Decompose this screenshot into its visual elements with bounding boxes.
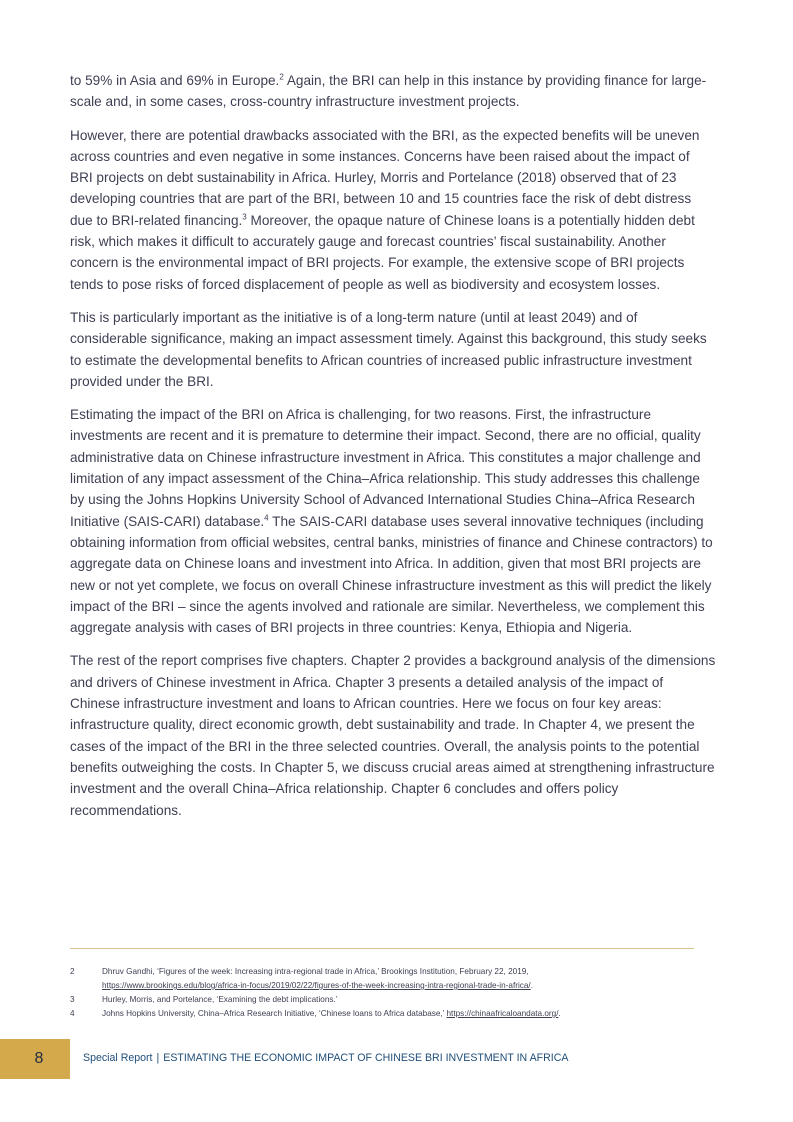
footnote-divider (70, 948, 694, 949)
page-number-box (0, 1039, 70, 1079)
paragraph-text: The rest of the report comprises five chapters. Chapter 2 provides a background analysis of the dimensions and drivers of Chinese investment in Africa. Chapter 3 presents a detailed analysis of the impact of Chinese infrastructure investment and loans to African countries. Here we focus on four key areas: infrastructure quality, direct economic growth, debt sustainability and trade. In Chapter 4, we present the cases of the impact of the BRI in the three selected countries. Overall, the analysis points to the potential benefits outweighing the costs. In Chapter 5, we discuss crucial areas aimed at strengthening infrastructure investment and the overall China–Africa relationship. Chapter 6 concludes and offers policy recommendations. (70, 653, 716, 818)
footnote-number: 4 (70, 1009, 75, 1018)
report-type: Special Report (83, 1052, 153, 1064)
body-text (70, 70, 716, 833)
paragraph-text: The SAIS-CARI database uses several innovative techniques (including obtaining information from official websites, central banks, ministries of finance and Chinese contractors) to aggregate data on Chinese loans and investment into Africa. In addition, given that most BRI projects are new or not yet complete, we focus on overall Chinese infrastructure investment as this will predict the likely impact of the BRI – since the agents involved and rationale are similar. Nevertheless, we complement this aggregate analysis with cases of BRI projects in three countries: Kenya, Ethiopia and Nigeria. (70, 513, 713, 636)
paragraph (70, 650, 716, 820)
footnote-link[interactable]: https://chinaafricaloandata.org/ (446, 1009, 559, 1018)
footnote-number: 2 (70, 967, 75, 976)
footnote-link[interactable]: https://www.brookings.edu/blog/africa-in-focus/2019/02/22/figures-of-the-week-increasing-intra-regional-trade-in-africa/ (102, 981, 531, 990)
footnote-citation: Hurley, Morris, and Portelance, ‘Examining the debt implications.’ (102, 995, 338, 1004)
footnote-ref: 3 (242, 212, 247, 222)
footnote-ref: 4 (264, 513, 269, 523)
footnote-text (102, 1007, 710, 1021)
paragraph-text: However, there are potential drawbacks associated with the BRI, as the expected benefits will be uneven across countries and even negative in some instances. Concerns have been raised about the impact of BRI projects on debt sustainability in Africa. Hurley, Morris and Portelance (2018) observed that of 23 developing countries that are part of the BRI, between 10 and 15 countries face the risk of debt distress due to BRI-related financing. (70, 127, 700, 228)
paragraph (70, 125, 716, 295)
footnote-ref: 2 (279, 72, 284, 82)
footnote-punctuation: . (558, 1009, 561, 1018)
paragraph (70, 307, 716, 392)
paragraph (70, 70, 716, 113)
footer-separator: | (156, 1052, 160, 1064)
running-footer (83, 1052, 568, 1064)
footnote-punctuation: . (530, 981, 533, 990)
paragraph-text: to 59% in Asia and 69% in Europe. (70, 73, 280, 88)
footnote-number: 3 (70, 995, 75, 1004)
paragraph-text: Again, the BRI can help in this instance by providing finance for large-scale and, in some cases, cross-country infrastructure investment projects. (70, 73, 707, 110)
paragraph-text: Estimating the impact of the BRI on Africa is challenging, for two reasons. First, the infrastructure investments are recent and it is premature to determine their impact. Second, there are no official, quality administrative data on Chinese infrastructure investment in Africa. This constitutes a major challenge and limitation of any impact assessment of the China–Africa relationship. This study addresses this challenge by using the Johns Hopkins University School of Advanced International Studies China–Africa Research Initiative (SAIS-CARI) database. (70, 407, 701, 529)
footnote-text (102, 993, 710, 1007)
report-title: ESTIMATING THE ECONOMIC IMPACT OF CHINESE BRI INVESTMENT IN AFRICA (163, 1052, 569, 1064)
paragraph-text: This is particularly important as the initiative is of a long-term nature (until at least 2049) and of considerable significance, making an impact assessment timely. Against this background, this study seeks to estimate the developmental benefits to African countries of increased public infrastructure investment provided under the BRI. (70, 309, 707, 389)
footnote (70, 993, 710, 1007)
paragraph (70, 404, 716, 638)
footnotes (70, 965, 710, 1021)
page-number: 8 (34, 1050, 44, 1067)
footnote (70, 965, 710, 993)
footnote-citation: Dhruv Gandhi, ‘Figures of the week: Increasing intra-regional trade in Africa,’ Brookings Institution, February 22, 2019, (102, 967, 529, 976)
footnote-text (102, 965, 710, 993)
footnote-citation: Johns Hopkins University, China–Africa Research Initiative, ‘Chinese loans to Africa database,’ (102, 1009, 447, 1018)
paragraph-text: Moreover, the opaque nature of Chinese loans is a potentially hidden debt risk, which makes it difficult to accurately gauge and forecast countries’ fiscal sustainability. Another concern is the environmental impact of BRI projects. For example, the extensive scope of BRI projects tends to pose risks of forced displacement of people as well as biodiversity and ecosystem losses. (70, 212, 695, 292)
footnote (70, 1007, 710, 1021)
